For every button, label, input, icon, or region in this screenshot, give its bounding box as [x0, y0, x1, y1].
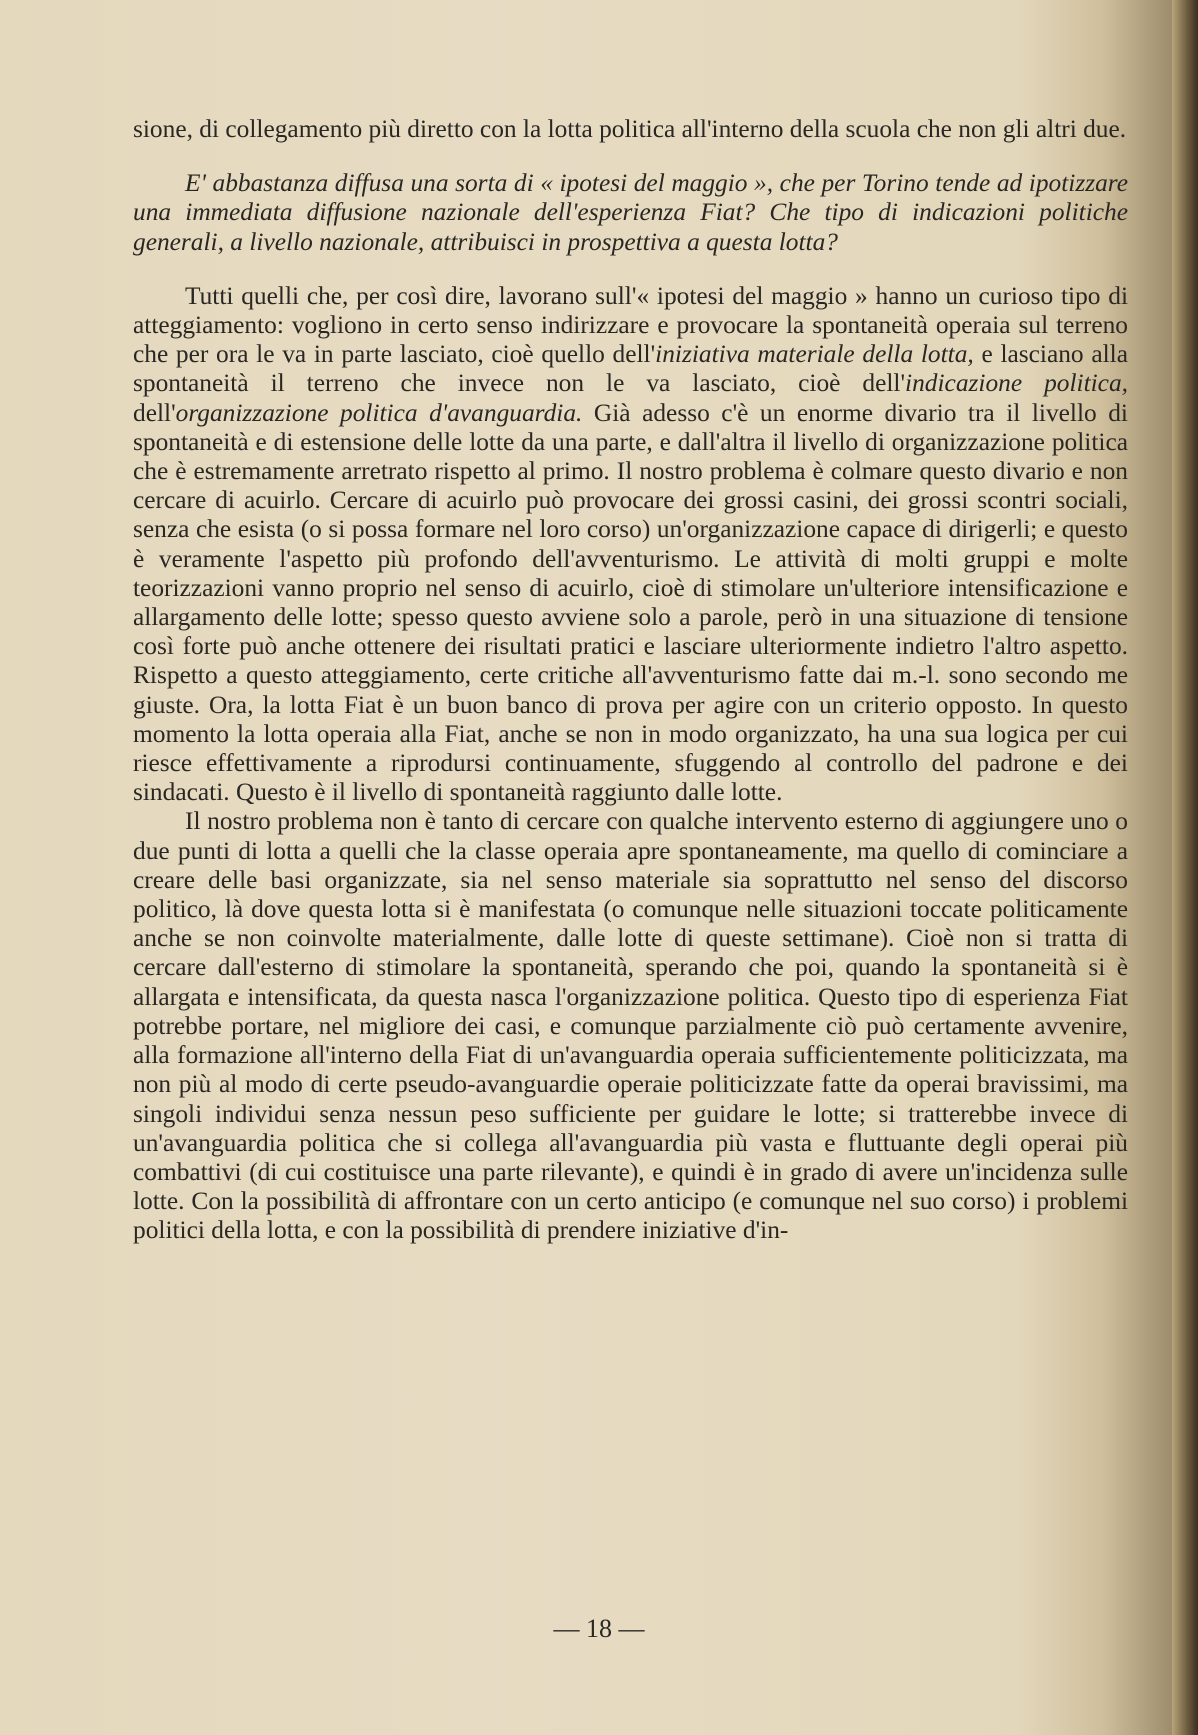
answer-paragraph-2: Il nostro problema non è tanto di cercare con qualche intervento esterno di aggiungere uno o due punti di lotta a quelli che la classe operaia apre spontaneamente, ma quello di cominciare a creare delle basi organizzate, sia nel senso materiale sia soprattutto nel senso del discorso politico, là dove questa lotta si è manifestata (o comunque nelle situazioni toccate politicamente anche se non coinvolte materialmente, dalle lotte di queste settimane). Cioè non si tratta di cercare dall'esterno di stimolare la spontaneità, sperando che poi, quando la spontaneità si è allargata e intensificata, da questa nasca l'organizzazione politica. Questo tipo di esperienza Fiat potrebbe portare, nel migliore dei casi, e comunque parzialmente ciò può certamente avvenire, alla formazione all'interno della Fiat di un'avanguardia operaia sufficientemente politicizzata, ma non più al modo di certe pseudo-avanguardie operaie politicizzate fatte da operai bravissimi, ma singoli individui senza nessun peso sufficiente per guidare le lotte; si tratterebbe invece di un'avanguardia politica che si collega all'avanguardia più vasta e fluttuante degli operai più combattivi (di cui costituisce una parte rilevante), e quindi è in grado di avere un'incidenza sulle lotte. Con la possibilità di affrontare con un certo anticipo (e comunque nel suo corso) i problemi politici della lotta, e con la possibilità di prendere iniziative d'in-: [133, 807, 1128, 1245]
answer-emphasis: iniziativa materiale della lotta,: [655, 340, 974, 369]
paragraph-gap: [133, 257, 1128, 282]
answer-text: e lasciano alla spontaneità il terreno che invece non le va lasciato, cioè dell': [133, 340, 1128, 398]
paragraph-gap: [133, 144, 1128, 169]
answer-emphasis: organizzazione politica d'avanguardia.: [175, 398, 583, 427]
answer-emphasis: indicazione politica,: [905, 369, 1128, 398]
interview-question: E' abbastanza diffusa una sorta di « ipotesi del maggio », che per Torino tende ad ipotizzare una immediata diffusione nazionale dell'esperienza Fiat? Che tipo di indicazioni politiche generali, a livello nazionale, attribuisci in prospettiva a questa lotta?: [133, 169, 1128, 256]
page-edge-shadow: [1172, 0, 1198, 1735]
answer-paragraph-1: [133, 282, 1128, 808]
answer-text: Tutti quelli che, per così dire, lavorano sull'« ipotesi del maggio » hanno un curioso tipo di atteggiamento: vogliono in certo senso indirizzare e provocare la spontaneità operaia sul terreno che per ora le va in parte lasciato, cioè quello dell': [133, 281, 1128, 369]
paragraph-continuation: sione, di collegamento più diretto con la lotta politica all'interno della scuola che non gli altri due.: [133, 115, 1127, 143]
body-text: [133, 115, 1128, 1246]
page-number: — 18 —: [553, 1614, 645, 1643]
answer-text: dell': [133, 398, 176, 427]
answer-text: Già adesso c'è un enorme divario tra il livello di spontaneità e di estensione delle lotte da una parte, e dall'altra il livello di organizzazione politica che è estremamente arretrato rispetto al primo. Il nostro problema è colmare questo divario e non cercare di acuirlo. Cercare di acuirlo può provocare dei grossi casini, dei grossi scontri sociali, senza che esista (o si possa formare nel loro corso) un'organizzazione capace di dirigerli; e questo è veramente l'aspetto più profondo dell'avventurismo. Le attività di molti gruppi e molte teorizzazioni vanno proprio nel senso di acuirlo, cioè di stimolare un'ulteriore intensificazione e allargamento delle lotte; spesso questo avviene solo a parole, però in una situazione di tensione così forte può anche ottenere dei risultati pratici e lasciare ulteriormente indietro l'altro aspetto. Rispetto a questo atteggiamento, certe critiche all'avventurismo fatte dai m.-l. sono secondo me giuste. Ora, la lotta Fiat è un buon banco di prova per agire con un criterio opposto. In questo momento la lotta operaia alla Fiat, anche se non in modo organizzato, ha una sua logica per cui riesce effettivamente a riprodursi continuamente, sfuggendo al controllo del padrone e dei sindacati. Questo è il livello di spontaneità raggiunto dalle lotte.: [133, 398, 1128, 807]
